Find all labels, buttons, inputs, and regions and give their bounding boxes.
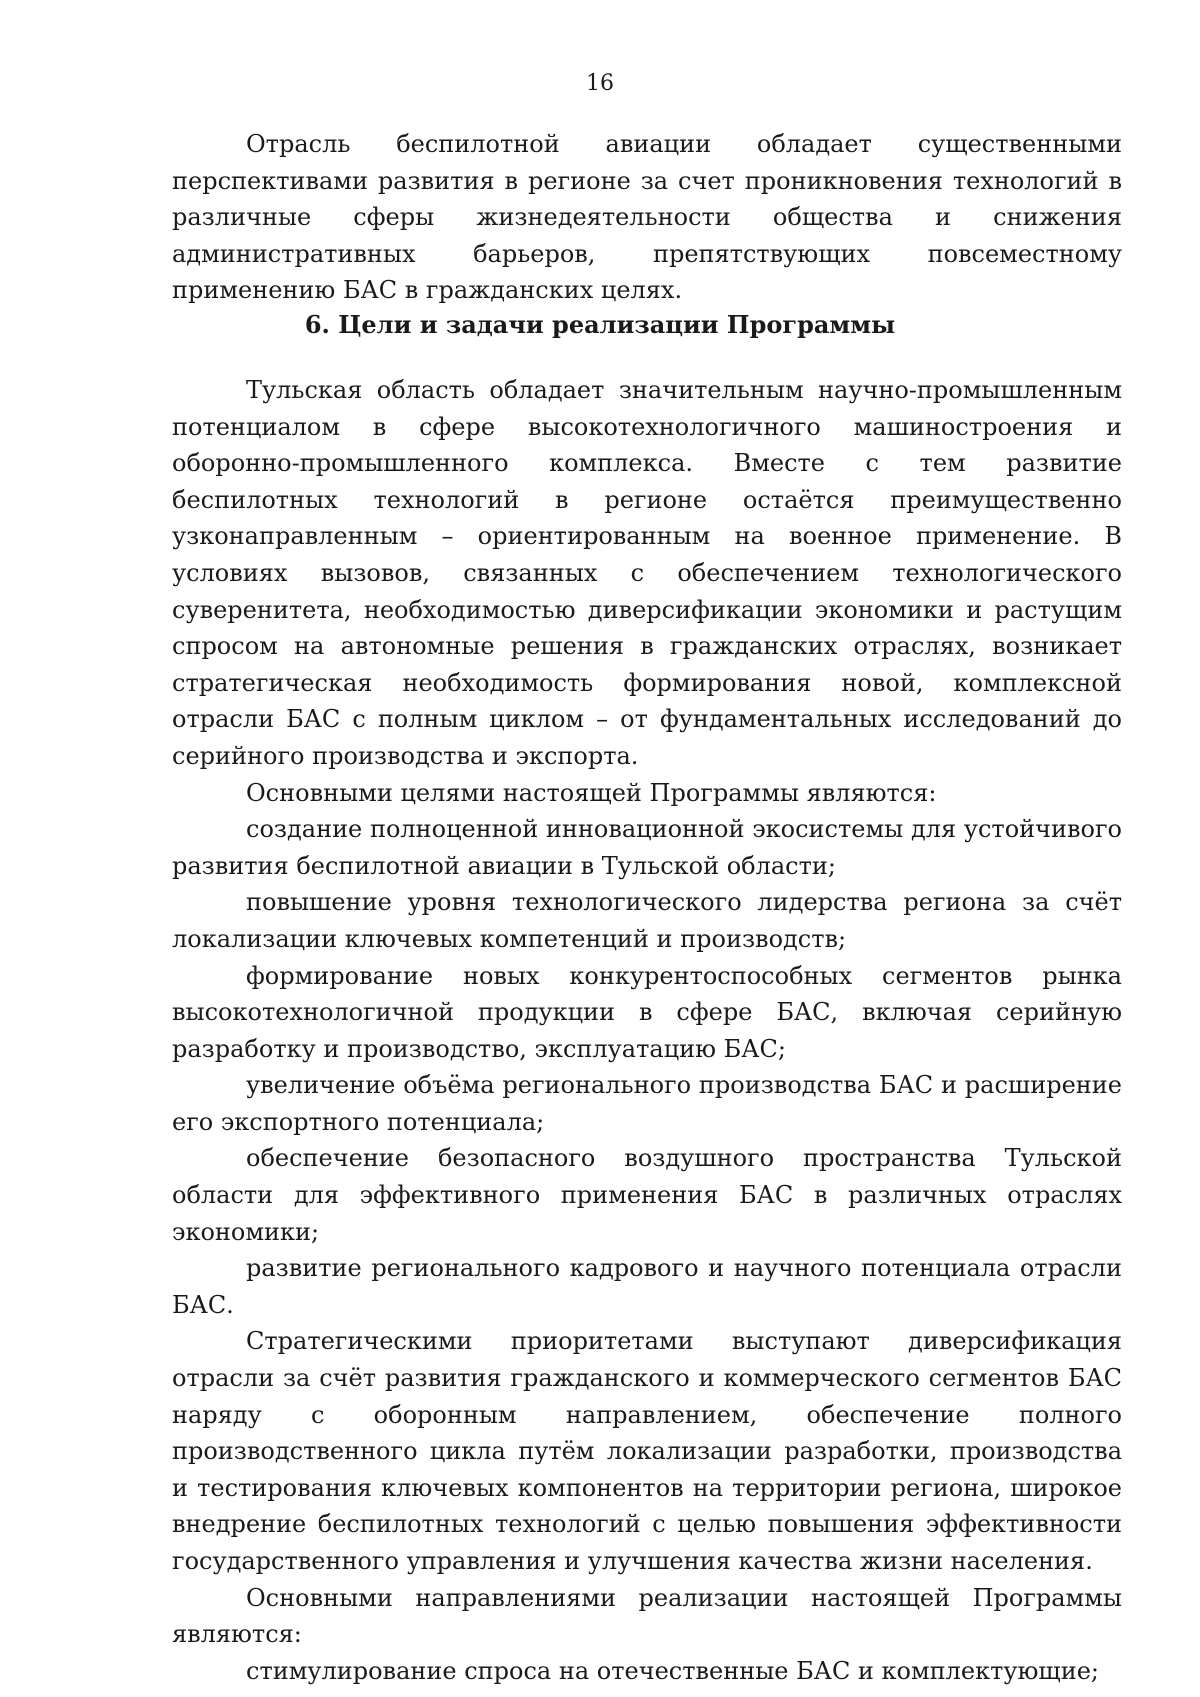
intro-section bbox=[172, 126, 1122, 309]
goal-item: повышение уровня технологического лидерства региона за счёт локализации ключевых компетенций и производств; bbox=[172, 888, 1122, 953]
paragraph-priorities: Стратегическими приоритетами выступают диверсификация отрасли за счёт развития гражданского и коммерческого сегментов БАС наряду с оборонным направлением, обеспечение полного производственного цикла путём локализации разработки, производства и тестирования ключевых компонентов на территории региона, широкое внедрение беспилотных технологий с целью повышения эффективности государственного управления и улучшения качества жизни населения. bbox=[172, 1327, 1122, 1575]
paragraph-directions-intro: Основными направлениями реализации настоящей Программы являются: bbox=[172, 1583, 1122, 1649]
paragraph-overview: Тульская область обладает значительным научно-промышленным потенциалом в сфере высокотехнологичного машиностроения и оборонно-промышленного комплекса. Вместе с тем развитие беспилотных технологий в регионе остаётся преимущественно узконаправленным – ориентированным на военное применение. В условиях вызовов, связанных с обеспечением технологического суверенитета, необходимостью диверсификации экономики и растущим спросом на автономные решения в гражданских отраслях, возникает стратегическая необходимость формирования новой, комплексной отрасли БАС с полным циклом – от фундаментальных исследований до серийного производства и экспорта. bbox=[172, 376, 1122, 770]
intro-paragraph: Отрасль беспилотной авиации обладает существенными перспективами развития в регионе за счет проникновения технологий в различные сферы жизнедеятельности общества и снижения административных барьеров, препятствующих повсеместному применению БАС в гражданских целях. bbox=[172, 130, 1122, 305]
goal-item: развитие регионального кадрового и научного потенциала отрасли БАС. bbox=[172, 1254, 1122, 1319]
goal-item: формирование новых конкурентоспособных сегментов рынка высокотехнологичной продукции в сфере БАС, включая серийную разработку и производство, эксплуатацию БАС; bbox=[172, 961, 1122, 1063]
goal-item: обеспечение безопасного воздушного пространства Тульской области для эффективного применения БАС в различных отраслях экономики; bbox=[172, 1144, 1122, 1246]
section-heading: 6. Цели и задачи реализации Программы bbox=[304, 310, 896, 339]
goal-item: увеличение объёма регионального производства БАС и расширение его экспортного потенциала; bbox=[172, 1071, 1122, 1136]
direction-item: стимулирование спроса на отечественные БАС и комплектующие; bbox=[246, 1656, 1100, 1685]
section-body bbox=[172, 372, 1122, 1689]
page-number: 16 bbox=[586, 71, 614, 96]
goal-item: создание полноценной инновационной экосистемы для устойчивого развития беспилотной авиации в Тульской области; bbox=[172, 815, 1122, 880]
paragraph-goals-intro: Основными целями настоящей Программы являются: bbox=[246, 778, 937, 807]
